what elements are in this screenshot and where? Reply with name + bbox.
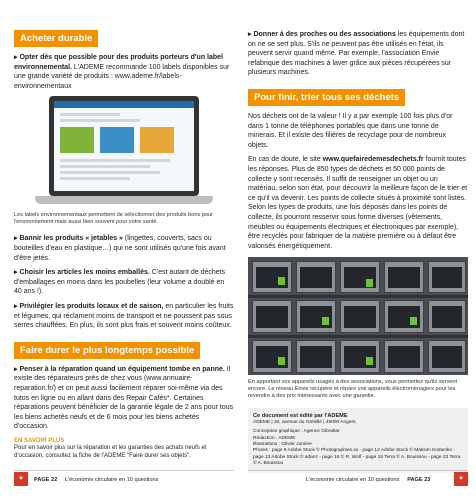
para-text: fournit toutes les réponses. Plus de 850 types de déchets et 50 000 points de collecte y sont recensés. Il suffit de renseigner un objet ou un matériau, selon son état, pour découvrir la meilleure façon de le trier et ce qu'il va devenir. Les points de collecte situés à proximité sont listés. Selon les types de produits, une fois déposés dans les points de collecte, ils pourront resservir sous forme diverses (vêtements, meubles ou équipements électriques et électroniques par exemple), être recyclés pour fabriquer de la matière première ou à défaut être valorisés énergétiquement. bbox=[248, 156, 468, 250]
arrow-icon: ▸ bbox=[14, 235, 20, 243]
laptop-illustration bbox=[35, 96, 213, 208]
paragraph-site bbox=[248, 155, 468, 251]
para-bold: Privilégier les produits locaux et de saison, bbox=[19, 302, 164, 310]
credits-line: Photos : page 9 Adobe Stock © Photographies.xx - page 12 Adobe Stock © Maksim Kostenko - page 13 Adobe Stock © adanz - page 16 © R. Wolf - page 18 Terra © A. Bouissou - page 23 Terra © A. Bouissou bbox=[253, 448, 461, 467]
page-number: PAGE 23 bbox=[407, 477, 431, 483]
credits-line: Rédaction : ADEME bbox=[253, 435, 296, 441]
para-bold: Bannir les produits « jetables » bbox=[19, 235, 123, 243]
para-bold: Choisir les articles les moins emballés. bbox=[19, 269, 150, 277]
ademe-logo-icon: ✦ bbox=[454, 472, 468, 486]
paragraph-jetables bbox=[14, 234, 234, 263]
website-screenshot bbox=[54, 101, 194, 191]
para-text: L'ADEME recommande 100 labels disponibles sur une grande variété de produits : www.ademe.fr/labels-environnementaux bbox=[14, 63, 230, 90]
credits-address: ADEME | 20, avenue du Grésillé | 49000 Angers bbox=[253, 419, 356, 425]
credits-line: Illustrations : Olivier Junière bbox=[253, 441, 312, 447]
para-bold: Opter dès que possible pour des produits porteurs d'un label environnemental. bbox=[14, 54, 223, 71]
para-text: C'est autant de déchets d'emballages en moins dans les poubelles (leur volume a doublé en 40 ans !). bbox=[14, 269, 226, 296]
paragraph-labels bbox=[14, 53, 234, 91]
arrow-icon: ▸ bbox=[248, 31, 254, 38]
ademe-logo-icon: ✦ bbox=[14, 472, 28, 486]
footer-right bbox=[306, 472, 430, 488]
section-title-durer: Faire durer le plus longtemps possible bbox=[14, 342, 200, 359]
paragraph-reparation bbox=[14, 365, 234, 432]
appliances-photo bbox=[248, 257, 468, 375]
left-column bbox=[14, 0, 234, 465]
savoir-plus-text: Pour en savoir plus sur la réparation et les garanties des achats neufs et d'occasion, consultez la fiche de l'ADEME "Faire durer ses objets". bbox=[14, 444, 207, 459]
footer-title: L'économie circulaire en 10 questions bbox=[65, 477, 159, 483]
website-link[interactable]: www.quefairedemesdechets.fr bbox=[322, 156, 424, 164]
paragraph-emballes bbox=[14, 268, 234, 297]
section-title-trier: Pour finir, trier tous ses déchets bbox=[248, 89, 405, 106]
para-bold: Donner à des proches ou des associations bbox=[253, 31, 396, 38]
laptop-screen bbox=[49, 96, 199, 196]
credits-box bbox=[248, 408, 468, 472]
page-number: PAGE 22 bbox=[34, 477, 58, 483]
laptop-base bbox=[35, 196, 213, 204]
para-text: (lingettes, couverts, sacs ou bouteilles d'eau en plastique…) qui ne sont utilisés qu'une fois avant d'être jetés. bbox=[14, 235, 226, 262]
caption-appliances: En apportant vos appareils usagés à des associations, vous permettez qu'ils servent encore. Le réseau Envie récupère et répare vos appareils électroménagers pour les revendre à des prix intéressants avec une garantie. bbox=[248, 379, 458, 400]
arrow-icon: ▸ bbox=[14, 269, 20, 277]
paragraph-valeur: Nos déchets ont de la valeur ! Il y a par exemple 100 fois plus d'or dans 1 tonne de téléphones portables que dans une tonne de minerais. Et il existe des filières de recyclage pour de nombreux objets. bbox=[248, 112, 453, 149]
section-title-acheter: Acheter durable bbox=[14, 30, 98, 47]
footer-left bbox=[34, 472, 158, 488]
credits-head: Ce document est édité par l'ADEME bbox=[253, 413, 348, 420]
footer-divider-left bbox=[14, 470, 234, 471]
paragraph-locaux bbox=[14, 302, 234, 331]
para-text: en particulier les fruits et légumes, qui réclament moins de transport et ne poussent pas sous serres chauffées. En plus, ils sont plus frais et souvent moins coûteux. bbox=[14, 302, 234, 330]
para-bold: Penser à la réparation quand un équipement tombe en panne. bbox=[19, 365, 225, 373]
para-text: les équipements dont on ne se sert plus. S'ils ne peuvent pas être utilisés en l'état, ils peuvent servir quand même. Par exemple, l'association Envie refabrique des machines à laver grâce aux pièces récupérées sur plusieurs machines. bbox=[248, 31, 465, 77]
footer-title: L'économie circulaire en 10 questions bbox=[306, 477, 400, 483]
arrow-icon: ▸ bbox=[14, 365, 20, 373]
paragraph-donner bbox=[248, 30, 468, 78]
caption-labels: Les labels environnementaux permettent de sélectionner des produits bons pour l'environnement mais aussi bien souvent pour votre santé. bbox=[14, 212, 214, 226]
right-column bbox=[248, 0, 468, 473]
arrow-icon: ▸ bbox=[14, 302, 20, 310]
footer-divider-right bbox=[248, 470, 468, 471]
para-text: En cas de doute, le site bbox=[248, 156, 323, 164]
credits-line: Conception graphique : Agence Gibraltar bbox=[253, 429, 340, 435]
savoir-plus-title: EN SAVOIR PLUS bbox=[14, 437, 65, 444]
para-text: Il existe des réparateurs près de chez vous (www.annuaire-reparation.fr/) et on peut aussi facilement réparer soi-même via des tutos en ligne ou en allant dans des Repair Cafés*. Certaines réparations peuvent bénéficier de la garantie légale de 2 ans pour tous les biens achetés neufs et de 6 mois pour les biens achetés d'occasion. bbox=[14, 365, 234, 431]
arrow-icon: ▸ bbox=[14, 54, 20, 61]
